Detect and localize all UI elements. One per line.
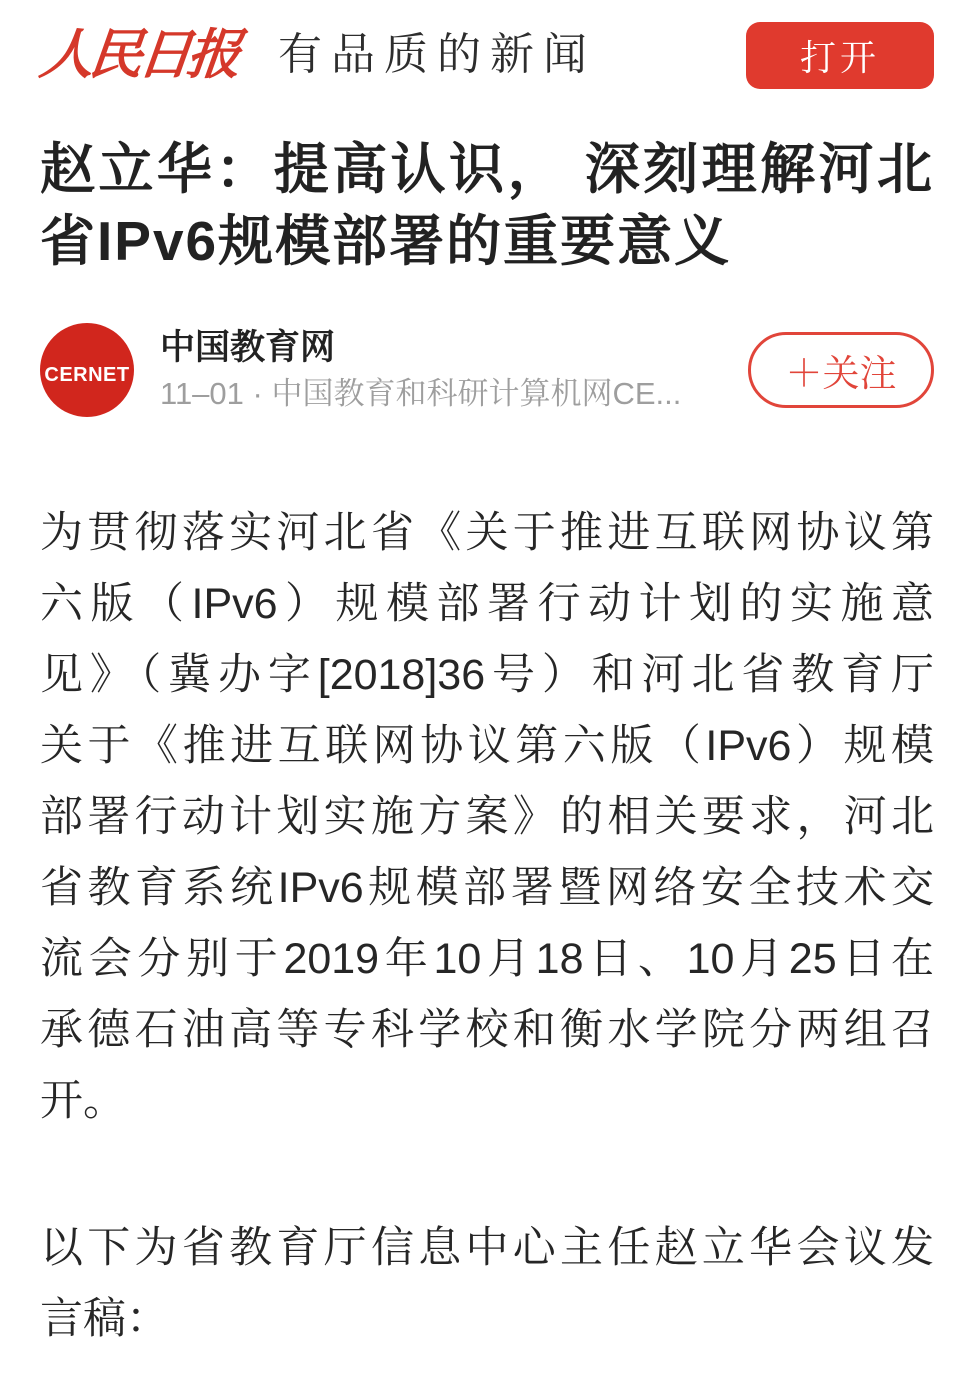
body-line: 开。 (40, 1077, 126, 1125)
body-line: 六版（IPv6）规模部署行动计划的实施意 (40, 580, 934, 628)
body-line: 为贯彻落实河北省《关于推进互联网协议第 (40, 509, 934, 557)
banner-brand (36, 25, 596, 85)
app-banner (36, 0, 934, 89)
body-line: 省教育系统IPv6规模部署暨网络安全技术交 (40, 864, 934, 912)
peoples-daily-logo: 人民日报 (36, 25, 240, 85)
cernet-logo: CERNET (44, 363, 130, 386)
article-title-line: 省IPv6规模部署的重要意义 (40, 210, 732, 272)
article-title (40, 133, 934, 277)
body-line: 关于《推进互联网协议第六版（IPv6）规模 (40, 722, 934, 770)
paragraph (40, 1213, 934, 1355)
author-name[interactable]: 中国教育网 (160, 328, 336, 367)
author-row (40, 322, 934, 418)
open-app-button[interactable]: 打开 (746, 22, 934, 89)
paragraph (40, 498, 934, 1137)
banner-tagline: 有品质的新闻 (278, 30, 596, 79)
body-line: 流会分别于2019年10月18日、10月25日在 (40, 935, 934, 983)
article-title-line: 赵立华：提高认识， 深刻理解河北 (40, 138, 934, 200)
body-line: 以下为省教育厅信息中心主任赵立华会议发 (40, 1224, 934, 1272)
body-line: 言稿： (40, 1295, 169, 1343)
author-meta: 11–01 · 中国教育和科研计算机网CE... (160, 376, 682, 411)
avatar[interactable] (40, 323, 134, 417)
follow-button[interactable]: ＋关注 (748, 332, 934, 408)
body-line: 部署行动计划实施方案》的相关要求，河北 (40, 793, 934, 841)
article-body (40, 498, 934, 1355)
author-info (160, 324, 748, 416)
body-line: 见》（冀办字[2018]36号）和河北省教育厅 (40, 651, 934, 699)
body-line: 承德石油高等专科学校和衡水学院分两组召 (40, 1006, 934, 1054)
